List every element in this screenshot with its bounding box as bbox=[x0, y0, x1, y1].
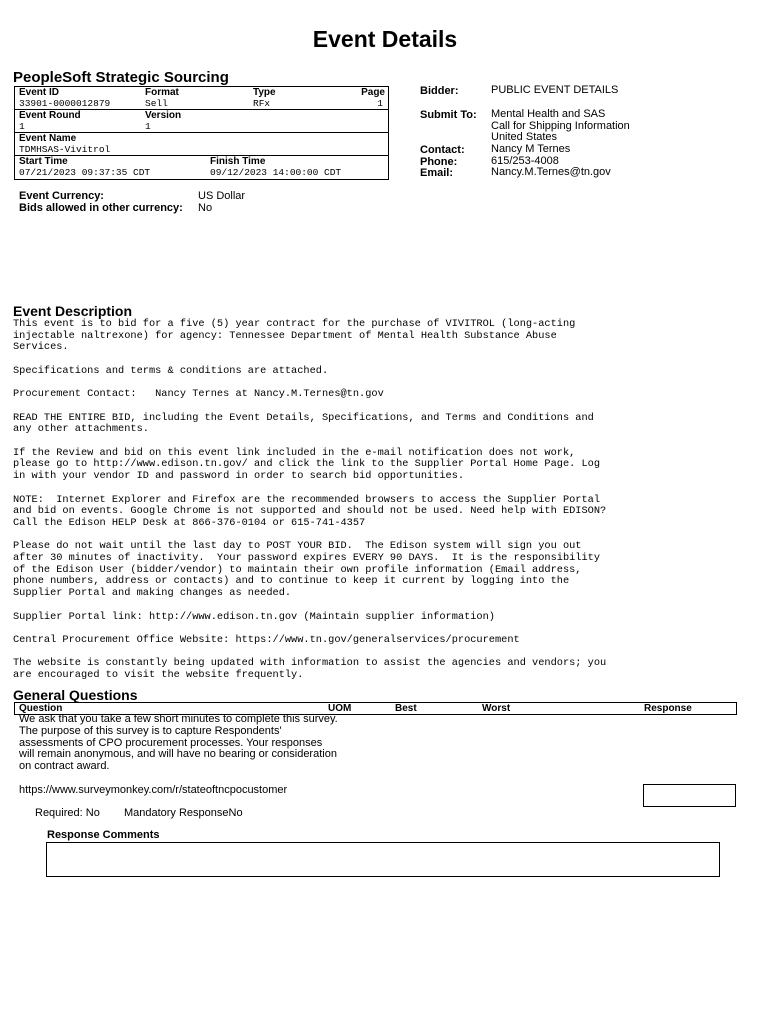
start-time-value: 07/21/2023 09:37:35 CDT bbox=[19, 167, 151, 178]
header-row-id bbox=[15, 87, 388, 110]
event-description-title: Event Description bbox=[13, 303, 133, 319]
general-questions-title: General Questions bbox=[13, 687, 138, 703]
format-value: Sell bbox=[145, 98, 168, 109]
response-comments-input[interactable] bbox=[46, 842, 720, 877]
submit-to-line-3: United States bbox=[491, 131, 558, 144]
phone-value: 615/253-4008 bbox=[491, 154, 559, 167]
event-id-label: Event ID bbox=[19, 87, 60, 98]
header-row-times bbox=[15, 156, 388, 180]
finish-time-value: 09/12/2023 14:00:00 CDT bbox=[210, 167, 342, 178]
submit-to-line-1: Mental Health and SAS bbox=[491, 108, 606, 120]
response-input[interactable] bbox=[643, 784, 736, 807]
page-value: 1 bbox=[377, 98, 383, 109]
format-label: Format bbox=[145, 87, 179, 98]
version-label: Version bbox=[145, 110, 182, 121]
required-value: No bbox=[85, 807, 100, 819]
other-currency-value: No bbox=[198, 202, 213, 214]
response-comments-label: Response Comments bbox=[47, 829, 160, 841]
email-value: Nancy.M.Ternes@tn.gov bbox=[491, 166, 611, 179]
submit-to-label: Submit To: bbox=[420, 109, 477, 121]
email-label: Email: bbox=[420, 167, 454, 180]
column-worst: Worst bbox=[482, 703, 511, 714]
question-text: We ask that you take a few short minutes to complete this survey. The purpose of this survey is to capture Respondents' assessments of CPO procurement processes. Your responses will remain anonymous, and will have no bearing or consideration on contract award. bbox=[19, 713, 338, 773]
event-description-text: This event is to bid for a five (5) year contract for the purchase of VIVITROL (long-acting injectable naltrexone) for agency: Tennessee Department of Mental Health Substance Abuse Services. Specifications and terms & conditions are attached. Procurement Contact: Nancy Ternes at Nancy.M.Ternes@tn.gov READ THE ENTIRE BID, including the Event Details, Specifications, and Terms and Conditions and any other attachments. If the Review and bid on this event link included in the e-mail notification does not work, please go to http://www.edison.tn.gov/ and click the link to the Supplier Portal Home Page. Log in with your vendor ID and password in order to search bid opportunities. NOTE: Internet Explorer and Firefox are the recommended browsers to access the Supplier Portal and bid on events. Google Chrome is not supported and should not be used. Need help with EDISON? Call the Edison HELP Desk at 866-376-0104 or 615-741-4357 Please do not wait until the last day to POST YOUR BID. The Edison system will sign you out after 30 minutes of inactivity. Your password expires EVERY 90 DAYS. It is the responsibility of the Edison User (bidder/vendor) to maintain their own profile information (Email address, phone numbers, address or contacts) and to continue to keep it current by logging into the Supplier Portal and making changes as needed. Supplier Portal link: http://www.edison.tn.gov (Maintain supplier information) Central Procurement Office Website: https://www.tn.gov/generalservices/procurement The website is constantly being updated with information to assist the agencies and vendors; you are encouraged to visit the website frequently. bbox=[13, 318, 607, 682]
header-row-name bbox=[15, 133, 388, 156]
mandatory-value: No bbox=[228, 807, 243, 819]
contact-value: Nancy M Ternes bbox=[491, 143, 571, 155]
page-label: Page bbox=[361, 87, 385, 98]
version-value: 1 bbox=[145, 121, 151, 132]
required-label: Required: bbox=[35, 807, 83, 819]
event-name-value: TDMHSAS-Vivitrol bbox=[19, 144, 111, 155]
bidder-value: PUBLIC EVENT DETAILS bbox=[491, 84, 619, 96]
finish-time-label: Finish Time bbox=[210, 156, 266, 167]
event-round-value: 1 bbox=[19, 121, 25, 132]
column-best: Best bbox=[395, 703, 417, 714]
start-time-label: Start Time bbox=[19, 156, 68, 167]
type-value: RFx bbox=[253, 98, 271, 109]
event-id-value: 33901-0000012879 bbox=[19, 98, 111, 109]
event-round-label: Event Round bbox=[19, 110, 81, 121]
required-line bbox=[35, 807, 243, 819]
phone-label: Phone: bbox=[420, 155, 458, 168]
event-currency-label: Event Currency: bbox=[19, 190, 104, 202]
page-title: Event Details bbox=[312, 26, 458, 52]
type-label: Type bbox=[253, 87, 276, 98]
event-header-box bbox=[14, 86, 389, 180]
mandatory-label: Mandatory Response bbox=[123, 807, 229, 819]
survey-link[interactable]: https://www.surveymonkey.com/r/stateoftncpocustomer bbox=[19, 784, 288, 796]
event-name-label: Event Name bbox=[19, 133, 77, 144]
contact-label: Contact: bbox=[420, 144, 465, 156]
column-uom: UOM bbox=[328, 703, 352, 714]
header-row-round bbox=[15, 110, 388, 133]
section-title-sourcing: PeopleSoft Strategic Sourcing bbox=[13, 69, 229, 86]
column-response: Response bbox=[644, 703, 692, 714]
event-currency-value: US Dollar bbox=[198, 190, 246, 202]
column-question: Question bbox=[19, 703, 63, 714]
submit-to-line-2: Call for Shipping Information bbox=[491, 119, 630, 132]
other-currency-label: Bids allowed in other currency: bbox=[19, 202, 183, 214]
bidder-label: Bidder: bbox=[420, 85, 459, 97]
